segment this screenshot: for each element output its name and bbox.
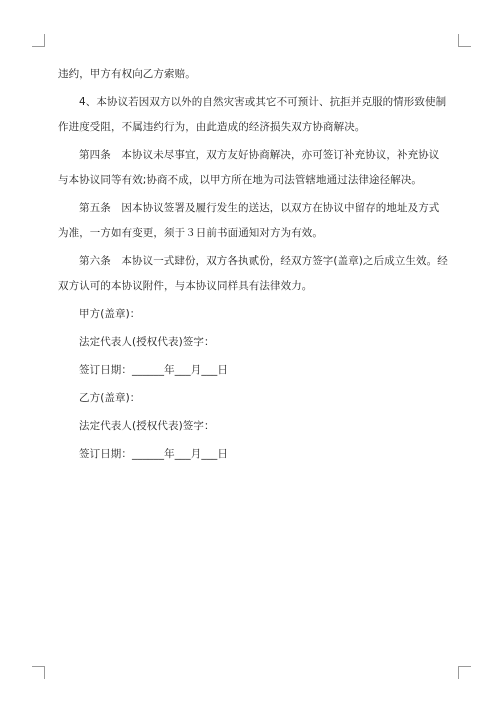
party-a-sign-date: 签订日期：______年___月___日 [79,364,228,376]
paragraph-clause-4: 4、本协议若因双方以外的自然灾害或其它不可预计、抗拒并克服的情形致使制作进度受阻，不属违约行为，由此造成的经济损失双方协商解决。 [58,96,447,133]
party-b-representative-signature: 法定代表人(授权代表)签字： [79,420,215,432]
party-a-seal: 甲方(盖章)： [79,308,141,320]
crop-mark-bottom-right [458,666,471,679]
crop-mark-top-left [32,34,45,47]
paragraph-article-4: 第四条 本协议未尽事宜，双方友好协商解决，亦可签订补充协议，补充协议与本协议同等有效;协商不成，以甲方所在地为司法管辖地通过法律途径解决。 [58,149,440,186]
party-b-seal: 乙方(盖章)： [79,392,141,404]
paragraph-continuation: 违约，甲方有权向乙方索赔。 [58,68,196,80]
crop-mark-top-right [458,34,471,47]
paragraph-article-6: 第六条 本协议一式肆份，双方各执贰份，经双方签字(盖章)之后成立生效。经双方认可的本协议附件，与本协议同样具有法律效力。 [58,255,448,292]
crop-mark-bottom-left [32,666,45,679]
party-b-sign-date: 签订日期：______年___月___日 [79,448,228,460]
document-body [58,62,448,470]
paragraph-article-5: 第五条 因本协议签署及履行发生的送达，以双方在协议中留存的地址及方式为准，一方如有变更，须于３日前书面通知对方为有效。 [58,202,440,239]
party-a-representative-signature: 法定代表人(授权代表)签字： [79,336,215,348]
